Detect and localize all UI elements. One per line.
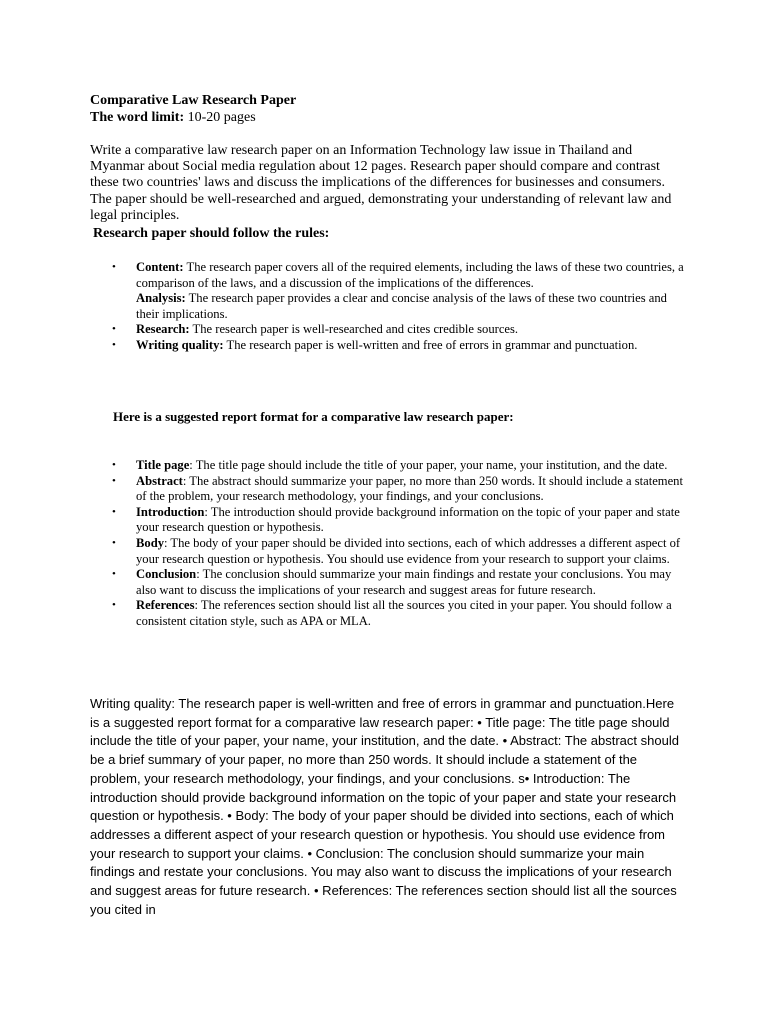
format-text: : The body of your paper should be divided into sections, each of which addresses a different aspect of your research question or hypothesis. You should use evidence from your research to support your claims.	[136, 535, 681, 566]
bullet-icon: •	[112, 505, 116, 518]
rule-sub-label: Analysis:	[136, 291, 186, 306]
bullet-icon: •	[112, 474, 116, 487]
bullet-icon: •	[112, 459, 116, 471]
list-item	[112, 598, 684, 629]
list-item	[112, 260, 684, 322]
format-label: References	[136, 598, 195, 613]
format-text: : The abstract should summarize your paper, no more than 250 words. It should include a statement of the problem, your research methodology, your findings, and your conclusions.	[136, 473, 683, 504]
bullet-icon: •	[112, 323, 116, 336]
list-item	[112, 567, 684, 598]
intro-paragraph: Write a comparative law research paper on an Information Technology law issue in Thailand and Myanmar about Social media regulation about 12 pages. Research paper should compare and contrast these two countries' laws and discuss the implications of the differences for businesses and consumers. The paper should be well-researched and argued, demonstrating your understanding of relevant law and legal principles.	[90, 143, 672, 223]
rules-heading: Research paper should follow the rules:	[93, 226, 330, 241]
list-item	[112, 473, 684, 505]
bullet-icon: •	[112, 338, 116, 351]
bullet-icon: •	[112, 536, 116, 549]
format-label: Body	[136, 535, 164, 550]
format-list	[112, 458, 684, 630]
analysis-line	[136, 291, 684, 322]
format-text: : The title page should include the title of your paper, your name, your institution, and the date.	[189, 458, 668, 472]
word-limit-value: 10-20 pages	[184, 110, 256, 125]
rule-label: Research:	[136, 322, 190, 337]
rule-text: The research paper is well-researched and cites credible sources.	[189, 322, 519, 337]
format-label: Abstract	[136, 473, 183, 488]
format-text: : The conclusion should summarize your main findings and restate your conclusions. You may also want to discuss the implications of your research and suggest areas for future research.	[136, 567, 672, 597]
rule-text: The research paper covers all of the required elements, including the laws of these two countries, a comparison of the laws, and a discussion of the implications of the differences.	[136, 260, 684, 290]
list-item	[112, 535, 684, 567]
format-label: Introduction	[136, 504, 205, 519]
list-item	[112, 322, 684, 338]
format-label: Title page	[136, 458, 190, 472]
document-title: Comparative Law Research Paper	[90, 93, 297, 108]
rules-list	[112, 260, 684, 354]
list-item	[112, 458, 684, 474]
rule-sub-text: The research paper provides a clear and concise analysis of the laws of these two countries and their implications.	[136, 291, 667, 321]
closing-paragraph: Writing quality: The research paper is well-written and free of errors in grammar and punctuation.Here is a suggested report format for a comparative law research paper: • Title page: The title page should include the title of your paper, your name, your institution, and the date. • Abstract: The abstract should be a brief summary of your paper, no more than 250 words. It should include a statement of the problem, your research methodology, your findings, and your conclusions. s• Introduction: The introduction should provide background information on the topic of your paper and state your research question or hypothesis. • Body: The body of your paper should be divided into sections, each of which addresses a different aspect of your research question or hypothesis. You should use evidence from your research to support your claims. • Conclusion: The conclusion should summarize your main findings and restate your conclusions. You may also want to discuss the implications of your research and suggest areas for future research. • References: The references section should list all the sources you cited in	[90, 696, 679, 917]
rule-text: The research paper is well-written and free of errors in grammar and punctuation.	[223, 337, 638, 352]
format-label: Conclusion	[136, 567, 197, 582]
document-header	[90, 92, 680, 126]
format-text: : The introduction should provide background information on the topic of your paper and state your research question or hypothesis.	[136, 504, 680, 535]
format-heading: Here is a suggested report format for a comparative law research paper:	[113, 409, 514, 424]
word-limit-line	[90, 109, 680, 126]
bullet-icon: •	[112, 568, 116, 581]
word-limit-label: The word limit:	[90, 110, 185, 125]
format-text: : The references section should list all the sources you cited in your paper. You should follow a consistent citation style, such as APA or MLA.	[136, 598, 672, 628]
list-item	[112, 504, 684, 536]
rule-label: Writing quality:	[136, 337, 224, 352]
list-item	[112, 337, 684, 354]
bullet-icon: •	[112, 261, 116, 273]
rule-label: Content:	[136, 260, 184, 274]
bullet-icon: •	[112, 599, 116, 612]
